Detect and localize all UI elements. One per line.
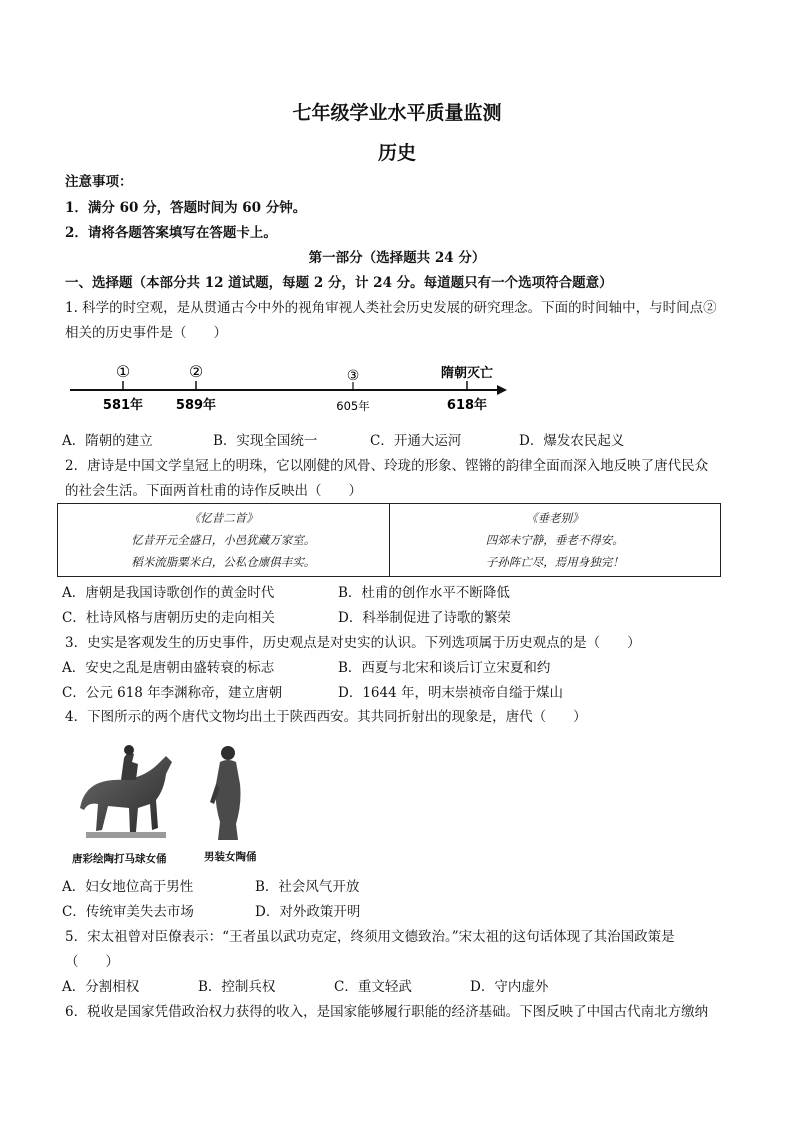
q1-option-b: B．实现全国统一	[213, 433, 318, 449]
q5-stem: 5．宋太祖曾对臣僚表示：“王者虽以武功克定，终须用文德致治。”宋太祖的这句话体现了其治国政策是	[65, 929, 675, 945]
q5-option-b: B．控制兵权	[198, 979, 276, 995]
part1-heading: 第一部分（选择题共 24 分）	[308, 250, 486, 266]
figurine-caption: 男装女陶俑	[204, 851, 257, 863]
q4-option-c: C．传统审美失去市场	[62, 904, 194, 920]
q5-option-c: C．重文轻武	[334, 979, 412, 995]
timeline-end-label: 隋朝灭亡	[440, 366, 494, 381]
polo-horse-figurine-image	[66, 738, 186, 846]
q2-option-c: C．杜诗风格与唐朝历史的走向相关	[62, 610, 275, 626]
timeline-year: 589年	[175, 398, 217, 413]
q2-stem-cont: 的社会生活。下面两首杜甫的诗作反映出（ ）	[65, 483, 362, 499]
q3-option-c: C．公元 618 年李渊称帝，建立唐朝	[62, 685, 283, 701]
timeline-year: 581年	[102, 398, 144, 413]
poem-cell-2	[389, 504, 721, 576]
notes-heading: 注意事项：	[65, 174, 133, 190]
artifact-photos	[66, 738, 270, 868]
poem-line: 稻米流脂粟米白，公私仓廪俱丰实。	[131, 555, 316, 569]
poem-line: 子孙阵亡尽，焉用身独完！	[485, 555, 624, 569]
q1-option-a: A．隋朝的建立	[62, 433, 153, 449]
q1-option-d: D．爆发农民起义	[519, 433, 625, 449]
q2-option-b: B．杜甫的创作水平不断降低	[338, 585, 510, 601]
q3-option-a: A．安史之乱是唐朝由盛转衰的标志	[62, 660, 275, 676]
timeline-figure	[65, 355, 515, 420]
timeline-marker: ①	[115, 362, 131, 381]
figurine-caption: 唐彩绘陶打马球女俑	[72, 853, 167, 865]
timeline-arrow	[497, 385, 507, 395]
q4-stem: 4．下图所示的两个唐代文物均出土于陕西西安。其共同折射出的现象是，唐代（ ）	[65, 709, 587, 725]
timeline-year: 618年	[446, 398, 488, 413]
subject-title: 历史	[377, 142, 416, 164]
q3-option-b: B．西夏与北宋和谈后订立宋夏和约	[338, 660, 551, 676]
section-heading: 一、选择题（本部分共 12 道试题，每题 2 分，计 24 分。每道题只有一个选项符合题意）	[65, 275, 613, 291]
q4-option-a: A．妇女地位高于男性	[62, 879, 194, 895]
timeline-marker: ②	[188, 362, 204, 381]
note-item: 2．请将各题答案填写在答题卡上。	[65, 225, 277, 241]
q2-option-a: A．唐朝是我国诗歌创作的黄金时代	[62, 585, 275, 601]
q5-stem-cont: （ ）	[65, 954, 119, 970]
q4-option-d: D．对外政策开明	[255, 904, 361, 920]
q4-option-b: B．社会风气开放	[255, 879, 360, 895]
female-figurine-image	[202, 744, 252, 844]
q5-option-a: A．分割相权	[62, 979, 140, 995]
poem-line: 忆昔开元全盛日，小邑犹藏万家室。	[131, 533, 316, 547]
q6-stem: 6．税收是国家凭借政治权力获得的收入，是国家能够履行职能的经济基础。下图反映了中国古代南北方缴纳	[65, 1004, 709, 1020]
q2-stem: 2．唐诗是中国文学皇冠上的明珠，它以刚健的风骨、玲珑的形象、铿锵的韵律全面而深入地反映了唐代民众	[65, 458, 709, 474]
poem-cell-1	[58, 504, 389, 576]
note-item: 1．满分 60 分，答题时间为 60 分钟。	[65, 200, 307, 216]
q1-option-c: C．开通大运河	[370, 433, 462, 449]
poem-line: 四郊未宁静，垂老不得安。	[485, 533, 624, 547]
exam-title: 七年级学业水平质量监测	[292, 102, 502, 124]
poem-table	[57, 503, 721, 577]
timeline-marker: ③	[346, 368, 360, 384]
q1-stem-cont: 相关的历史事件是（ ）	[65, 325, 227, 341]
poem-title: 《垂老别》	[526, 511, 584, 525]
q1-stem: 1. 科学的时空观，是从贯通古今中外的视角审视人类社会历史发展的研究理念。下面的时间轴中，与时间点②	[65, 300, 717, 316]
q2-option-d: D．科举制促进了诗歌的繁荣	[338, 610, 511, 626]
q5-option-d: D．守内虚外	[470, 979, 549, 995]
q3-stem: 3．史实是客观发生的历史事件，历史观点是对史实的认识。下列选项属于历史观点的是（ ）	[65, 635, 641, 651]
q3-option-d: D．1644 年，明末崇祯帝自缢于煤山	[338, 685, 563, 701]
timeline-year: 605年	[336, 399, 370, 413]
poem-title: 《忆昔二首》	[188, 511, 258, 525]
